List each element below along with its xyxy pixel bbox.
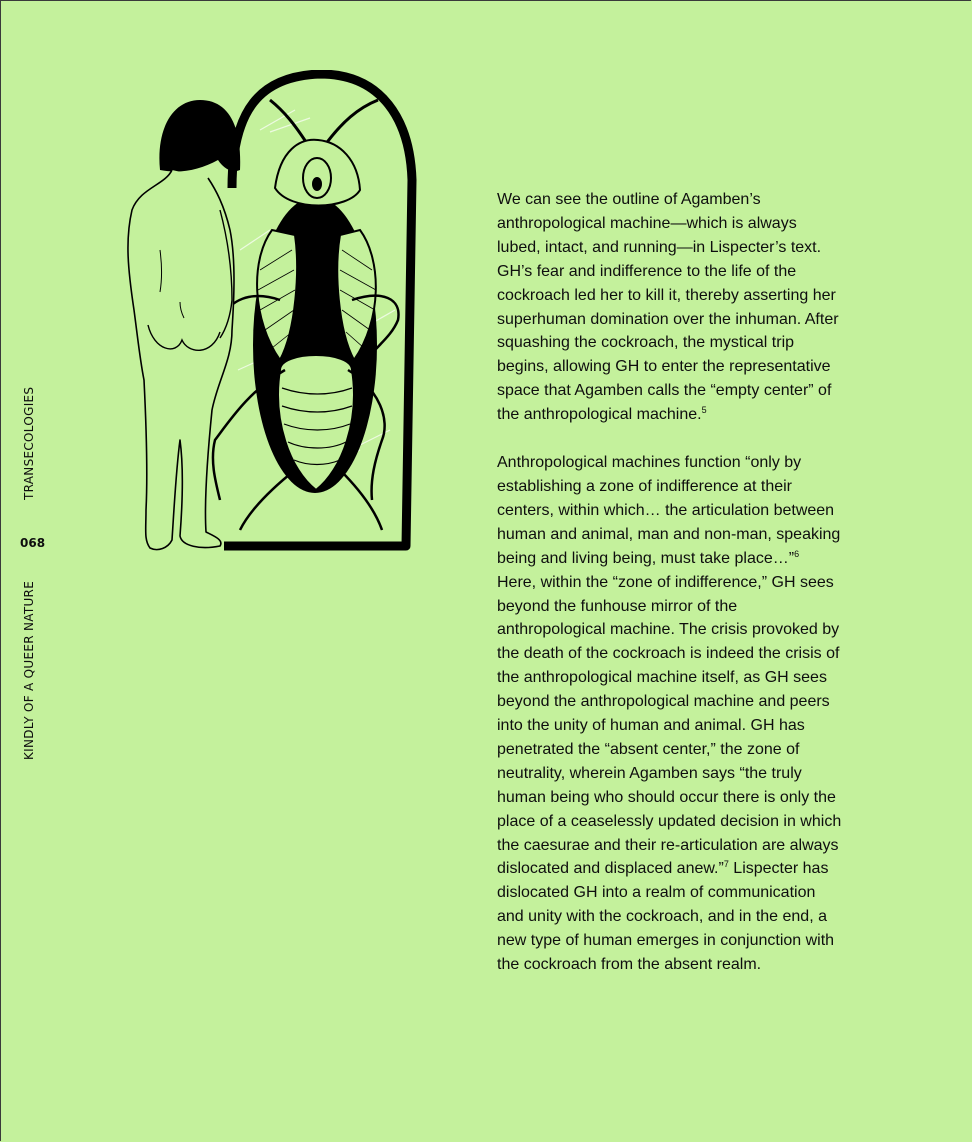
paragraph-1-text: We can see the outline of Agamben’s anthropological machine—which is always lubed, intact, and running—in Lispecter’s text. GH’s fear and indifference to the life of the cockroach led her to kill it, thereby asserting her superhuman domination over the inhuman. After squashing the cockroach, the mystical trip begins, allowing GH to enter the representative space that Agamben calls the “empty center” of the anthropological machine. [497,191,839,424]
mirror-cockroach-illustration [120,70,420,555]
paragraph-2-part-1: Anthropological machines function “only by establishing a zone of indifference at their centers, within which… the articulation between human and animal, man and non-man, speaking being and living being, must take place…” [497,454,841,567]
paragraph-2 [497,451,842,977]
running-head [22,100,42,800]
footnote-ref-7: 7 [723,859,729,870]
section-title: TRANSECOLOGIES [22,386,36,500]
paragraph-2-part-3: Lispecter has dislocated GH into a realm of communication and unity with the cockroach, and in the end, a new type of human emerges in conjunction with the cockroach from the absent realm. [497,860,835,974]
human-figure [128,100,240,550]
page-number: 068 [20,536,46,550]
footnote-ref-6: 6 [794,548,800,559]
book-title: KINDLY OF A QUEER NATURE [22,580,36,760]
paragraph-2-part-2: Here, within the “zone of indifference,” GH sees beyond the funhouse mirror of the anthropological machine. The crisis provoked by the death of the cockroach is indeed the crisis of the anthropological machine itself, as GH sees beyond the anthropological machine and peers into the unity of human and animal. GH has penetrated the “absent center,” the zone of neutrality, wherein Agamben says “the truly human being who should occur there is only the place of a ceaselessly updated decision in which the caesurae and their re-articulation are always dislocated and displaced anew.” [497,573,842,878]
cockroach-reflection [213,100,399,530]
body-text [497,188,842,1001]
footnote-ref-5: 5 [701,405,707,416]
paragraph-1 [497,188,842,427]
